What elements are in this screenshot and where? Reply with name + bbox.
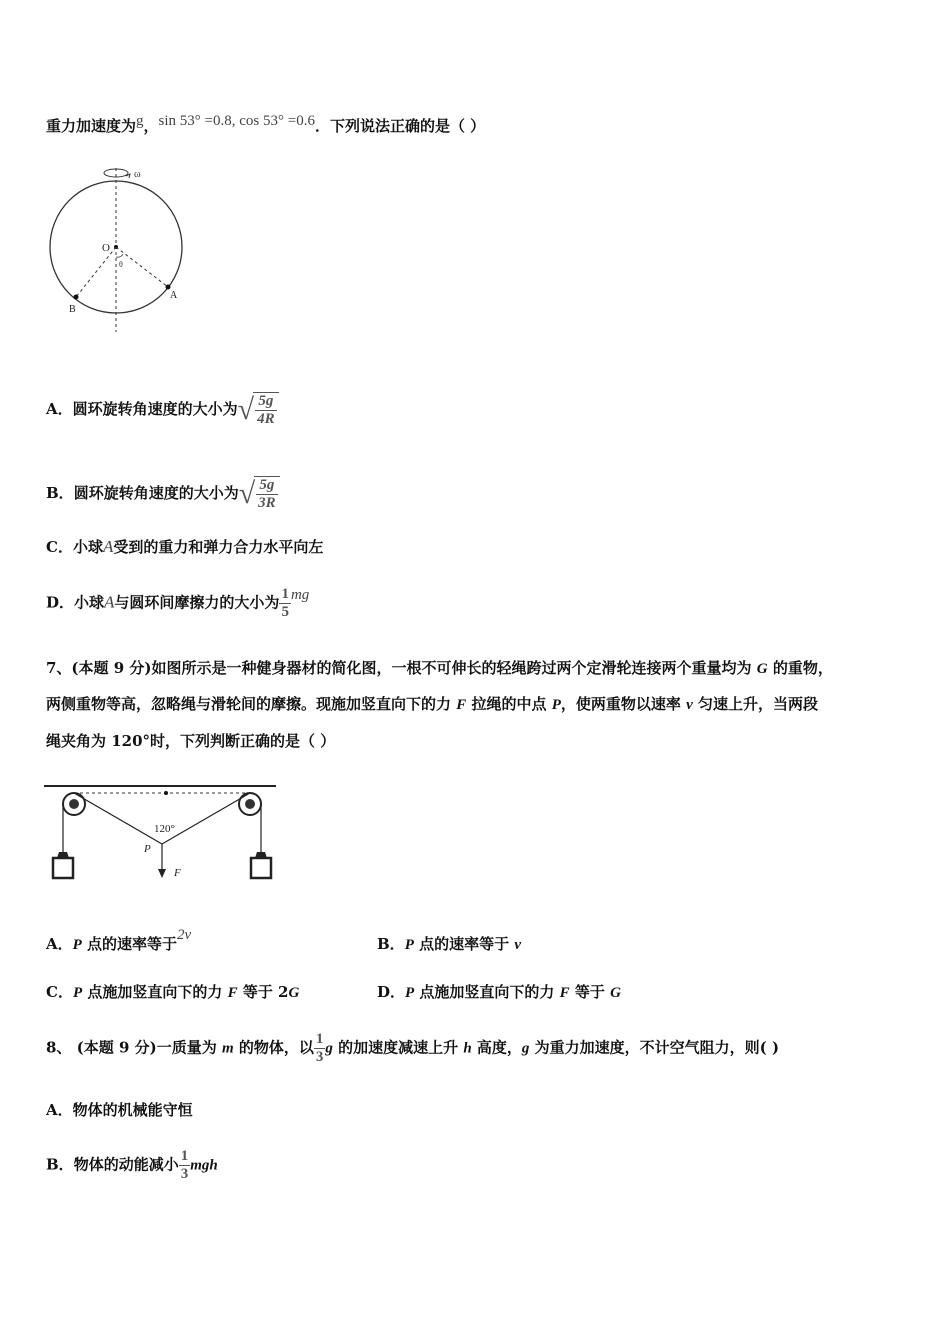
theta-label: θ (119, 260, 123, 269)
rope-left (74, 793, 162, 844)
option-math: 2v (177, 927, 192, 943)
q7-text: 两侧重物等高，忽略绳与滑轮间的摩擦。现施加竖直向下的力 (46, 695, 457, 713)
ball-B (74, 295, 79, 300)
q7-option-a (46, 927, 192, 955)
right-pulley-hub (245, 799, 255, 809)
option-var: P (404, 937, 414, 953)
angle-label: 120° (154, 823, 175, 835)
option-text: 点的速率等于 (413, 935, 515, 953)
ball-A-label: A (170, 290, 178, 301)
q6-stem-trig: sin 53° =0.8, cos 53° =0.6 (158, 113, 315, 129)
option-text-after: 受到的重力和弹力合力水平向左 (113, 538, 324, 556)
q7-option-c (46, 982, 299, 1003)
option-tail: mg (290, 586, 310, 603)
option-letter: B． (46, 484, 74, 502)
q7-text: 匀速上升，当两段 (692, 695, 819, 713)
q7-stem-line1 (46, 658, 833, 679)
option-text2: 等于 (569, 983, 611, 1001)
midpoint-dot (164, 791, 168, 795)
q7-option-b (377, 934, 521, 955)
radius-to-A (116, 247, 168, 287)
frac-denominator: 3R (258, 495, 276, 511)
frac-numerator: 1 (281, 586, 289, 602)
option-text: 点施加竖直向下的力 (414, 983, 560, 1001)
q8-option-a (46, 1100, 193, 1120)
q6-option-b (46, 476, 280, 512)
q8-option-b (46, 1148, 218, 1183)
q7-var-F: F (456, 697, 467, 713)
option-letter: A． (46, 1101, 73, 1119)
option-letter: C． (46, 983, 73, 1001)
q7-stem-line2 (46, 694, 818, 715)
q6-option-a (46, 392, 279, 428)
fraction (179, 1148, 191, 1183)
frac-denominator: 3 (315, 1049, 324, 1065)
option-letter: B． (377, 935, 405, 953)
frac-numerator: 1 (315, 1031, 324, 1047)
frac-numerator: 1 (180, 1148, 189, 1164)
theta-arc (116, 254, 123, 257)
option-text-after: 与圆环间摩擦力的大小为 (114, 593, 280, 612)
sqrt-expression: √ $\frac{5g}{4R}$ (238, 392, 279, 428)
q8-var-h: h (463, 1040, 472, 1057)
q7-text: 的重物， (767, 659, 833, 677)
rope-right (162, 793, 250, 844)
q8-text: 为重力加速度，不计空气阻力，则( ) (529, 1038, 780, 1057)
option-var: A (104, 592, 115, 612)
q6-option-c (46, 537, 323, 557)
option-letter: C． (46, 538, 73, 556)
q6-ring-figure (46, 160, 191, 340)
q6-option-d (46, 586, 309, 621)
option-text: 圆环旋转角速度的大小为 (73, 484, 239, 502)
q6-stem-prefix: 重力加速度为 (46, 117, 137, 135)
fraction (314, 1031, 326, 1066)
option-text: 物体的机械能守恒 (72, 1101, 193, 1119)
point-P-label: P (144, 843, 151, 855)
option-math: v (514, 937, 521, 953)
q7-var-G: G (756, 661, 768, 677)
q6-stem-g: g (136, 113, 144, 129)
q8-var-g2: g (521, 1040, 530, 1057)
option-text2: 等于 2 (237, 983, 289, 1001)
option-var2: F (227, 985, 238, 1001)
radius-to-B (76, 247, 116, 297)
ball-B-label: B (69, 304, 76, 315)
q6-stem-suffix: ．下列说法正确的是（ ） (314, 117, 486, 135)
option-letter: A． (46, 935, 73, 953)
option-letter: D． (46, 593, 75, 612)
q7-text: ，使两重物以速率 (560, 695, 687, 713)
center-label: O (102, 242, 110, 254)
option-var: A (102, 537, 114, 556)
q7-text: 绳夹角为 120°时，下列判断正确的是（ ） (46, 732, 336, 750)
option-letter: D． (377, 983, 406, 1001)
option-var2: F (559, 985, 570, 1001)
left-pulley-hub (69, 799, 79, 809)
q8-var-g: g (325, 1040, 333, 1057)
frac-denominator: 3 (180, 1166, 189, 1182)
q8-stem (46, 1031, 779, 1066)
q7-option-d (377, 982, 621, 1003)
q7-pulley-figure (44, 772, 280, 890)
force-F-label: F (174, 867, 181, 879)
omega-label: ω (134, 169, 141, 180)
frac-numerator: 5g (259, 477, 275, 493)
q8-text: 的加速度减速上升 (332, 1038, 464, 1057)
frac-denominator: 4R (257, 411, 275, 427)
q8-text: 的物体，以 (233, 1038, 314, 1057)
option-tail: mgh (190, 1157, 218, 1174)
option-var: P (72, 937, 82, 953)
frac-numerator: 5g (258, 393, 274, 409)
q7-var-P: P (551, 697, 561, 713)
ball-A (166, 285, 171, 290)
option-var3: G (288, 985, 300, 1001)
option-text: 小球 (74, 593, 105, 612)
q8-var-m: m (221, 1040, 234, 1057)
q7-text: 拉绳的中点 (466, 695, 552, 713)
sqrt-expression: √ $\frac{5g}{3R}$ (239, 476, 280, 512)
option-text: 点施加竖直向下的力 (82, 983, 228, 1001)
option-var3: G (610, 985, 621, 1001)
q6-stem-comma: ， (143, 117, 159, 135)
option-var: P (72, 985, 83, 1001)
left-weight (53, 858, 73, 878)
q6-stem (46, 113, 486, 137)
option-var: P (405, 985, 415, 1001)
q7-text: 7、(本题 9 分)如图所示是一种健身器材的简化图，一根不可伸长的轻绳跨过两个定滑轮连接两个重量均为 (46, 659, 757, 677)
option-letter: B． (46, 1155, 74, 1174)
option-text: 圆环旋转角速度的大小为 (72, 400, 238, 418)
fraction (279, 586, 291, 621)
option-text: 小球 (72, 538, 103, 556)
force-arrowhead-icon (158, 869, 166, 878)
q7-stem-line3 (46, 731, 335, 751)
q8-text: 8、 (本题 9 分)一质量为 (46, 1038, 222, 1057)
option-text: 点的速率等于 (81, 935, 178, 953)
option-text: 物体的动能减小 (73, 1155, 179, 1174)
frac-denominator: 5 (281, 604, 289, 620)
q7-var-v: v (686, 697, 693, 713)
option-letter: A． (46, 400, 73, 418)
q8-text: 高度， (471, 1038, 522, 1057)
right-weight (251, 858, 271, 878)
